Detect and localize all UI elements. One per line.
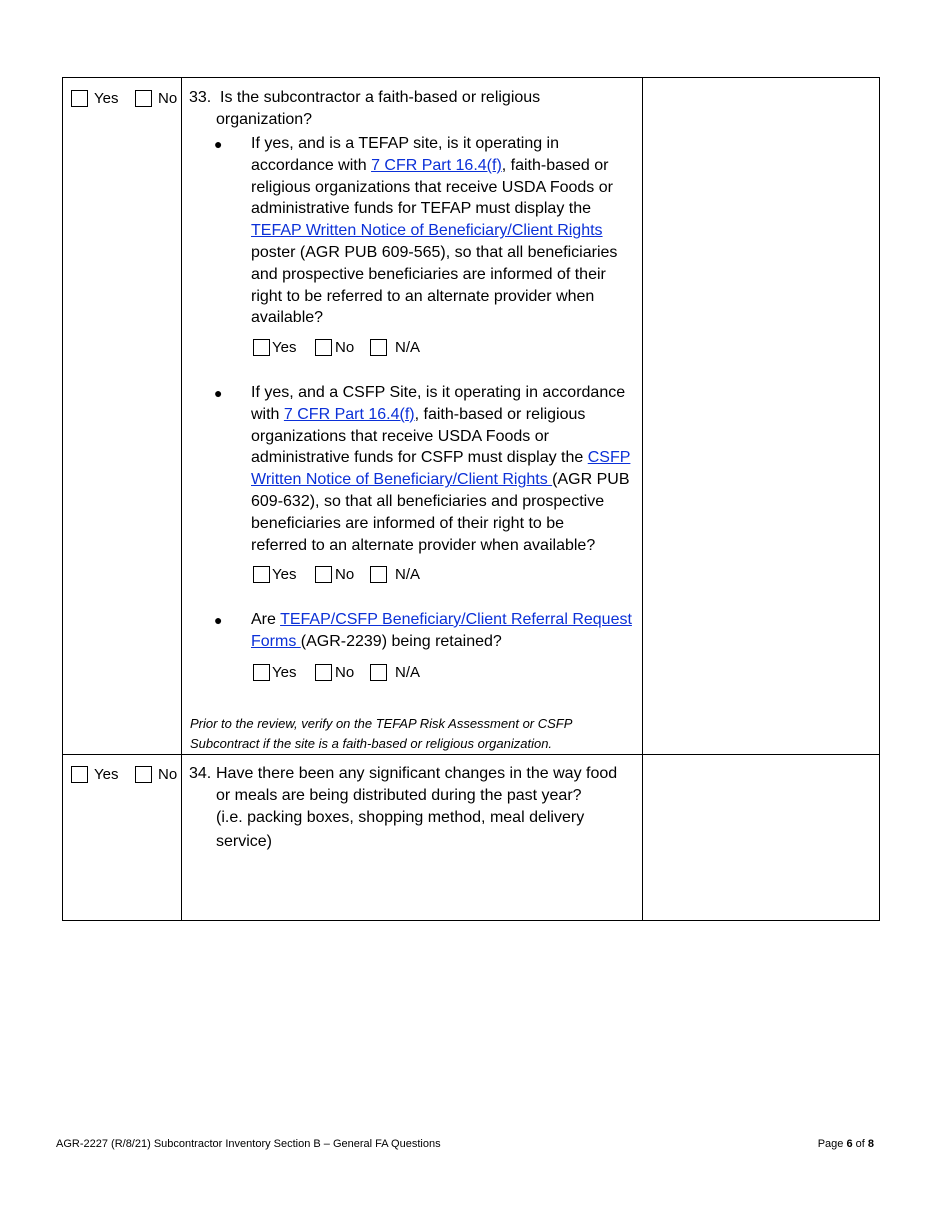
referral-no-checkbox[interactable] — [315, 664, 332, 681]
csfp-notice-link[interactable]: CSFP — [587, 449, 631, 467]
csfp-text: , faith-based or religious — [414, 405, 586, 423]
csfp-text: (AGR PUB — [552, 471, 630, 489]
referral-forms-link[interactable]: TEFAP/CSFP Beneficiary/Client Referral Request — [280, 611, 632, 628]
csfp-text: referred to an alternate provider when available? — [251, 536, 596, 554]
csfp-no-label: No — [335, 566, 355, 583]
q34-yes-label: Yes — [94, 766, 119, 783]
q34-no-label: No — [158, 766, 178, 783]
csfp-yes-label: Yes — [272, 566, 297, 583]
column-divider — [642, 78, 643, 920]
page-current: 6 — [846, 1138, 853, 1150]
csfp-text: 609-632), so that all beneficiaries and prospective — [251, 492, 605, 510]
q33-question-line2: organization? — [216, 111, 313, 128]
referral-na-label: N/A — [395, 664, 421, 681]
csfp-na-label: N/A — [395, 566, 421, 583]
q33-yes-checkbox[interactable] — [71, 90, 88, 107]
tefap-yes-label: Yes — [272, 339, 297, 356]
csfp-text: administrative funds for CSFP must display the — [251, 449, 588, 467]
note-line: Subcontract if the site is a faith-based or religious organization. — [190, 736, 553, 751]
q33-question-line1: Is the subcontractor a faith-based or religious — [220, 89, 541, 106]
bullet-icon: ● — [214, 136, 223, 152]
q34-yes-checkbox[interactable] — [71, 766, 88, 783]
tefap-no-label: No — [335, 339, 355, 356]
page-prefix: Page — [817, 1138, 847, 1150]
form-identifier: AGR-2227 (R/8/21) Subcontractor Inventory Section B – General FA Questions — [56, 1138, 441, 1150]
tefap-text: and prospective beneficiaries are informed of their — [251, 265, 606, 283]
tefap-text: right to be referred to an alternate provider when — [251, 287, 595, 305]
tefap-text: accordance with — [251, 156, 372, 174]
page-total: 8 — [867, 1138, 874, 1150]
q34-line4: service) — [216, 833, 273, 850]
tefap-no-checkbox[interactable] — [315, 339, 332, 356]
csfp-text: If yes, and a CSFP Site, is it operating in accordance — [251, 384, 626, 401]
csfp-text: organizations that receive USDA Foods or — [251, 427, 549, 445]
referral-yes-checkbox[interactable] — [253, 664, 270, 681]
tefap-text: poster (AGR PUB 609-565), so that all beneficiaries — [251, 243, 618, 261]
q34-line1: Have there been any significant changes in the way food — [216, 765, 618, 782]
referral-paragraph — [251, 609, 641, 653]
reviewer-note — [190, 714, 630, 754]
tefap-text: If yes, and is a TEFAP site, is it operating in — [251, 135, 560, 152]
referral-forms-link[interactable]: Forms — [251, 632, 301, 650]
csfp-na-checkbox[interactable] — [370, 566, 387, 583]
q34-line3: (i.e. packing boxes, shopping method, meal delivery — [216, 809, 585, 826]
referral-yes-label: Yes — [272, 664, 297, 681]
questions-table — [62, 77, 880, 921]
bullet-icon: ● — [214, 612, 223, 628]
csfp-notice-link[interactable]: Written Notice of Beneficiary/Client Rights — [251, 471, 553, 489]
tefap-na-checkbox[interactable] — [370, 339, 387, 356]
referral-text: Are — [251, 611, 281, 628]
referral-na-checkbox[interactable] — [370, 664, 387, 681]
csfp-no-checkbox[interactable] — [315, 566, 332, 583]
csfp-paragraph — [251, 382, 641, 556]
column-divider — [181, 78, 182, 920]
tefap-na-label: N/A — [395, 339, 421, 356]
bullet-icon: ● — [214, 385, 223, 401]
tefap-text: administrative funds for TEFAP must display the — [251, 200, 592, 218]
tefap-text: religious organizations that receive USDA Foods or — [251, 178, 613, 196]
page-of: of — [852, 1138, 868, 1150]
cfr-link[interactable]: 7 CFR Part 16.4(f) — [371, 156, 502, 174]
q33-number: 33. — [189, 89, 212, 106]
tefap-notice-link[interactable]: TEFAP Written Notice of Beneficiary/Client Rights — [251, 222, 603, 240]
tefap-text: available? — [251, 309, 324, 327]
csfp-text: with — [251, 405, 284, 423]
referral-no-label: No — [335, 664, 355, 681]
q34-line2: or meals are being distributed during the past year? — [216, 787, 582, 804]
q34-number: 34. — [189, 765, 212, 782]
page-number — [818, 1138, 874, 1150]
tefap-yes-checkbox[interactable] — [253, 339, 270, 356]
row-divider — [63, 754, 879, 755]
tefap-paragraph — [251, 133, 631, 329]
q33-no-label: No — [158, 90, 178, 107]
csfp-yes-checkbox[interactable] — [253, 566, 270, 583]
csfp-text: beneficiaries are informed of their right to be — [251, 514, 565, 532]
q33-no-checkbox[interactable] — [135, 90, 152, 107]
referral-text: (AGR-2239) being retained? — [300, 632, 502, 650]
q34-no-checkbox[interactable] — [135, 766, 152, 783]
note-line: Prior to the review, verify on the TEFAP Risk Assessment or CSFP — [190, 716, 573, 731]
tefap-text: , faith-based or — [501, 156, 609, 174]
cfr-link[interactable]: 7 CFR Part 16.4(f) — [283, 405, 415, 423]
q33-yes-label: Yes — [94, 90, 119, 107]
